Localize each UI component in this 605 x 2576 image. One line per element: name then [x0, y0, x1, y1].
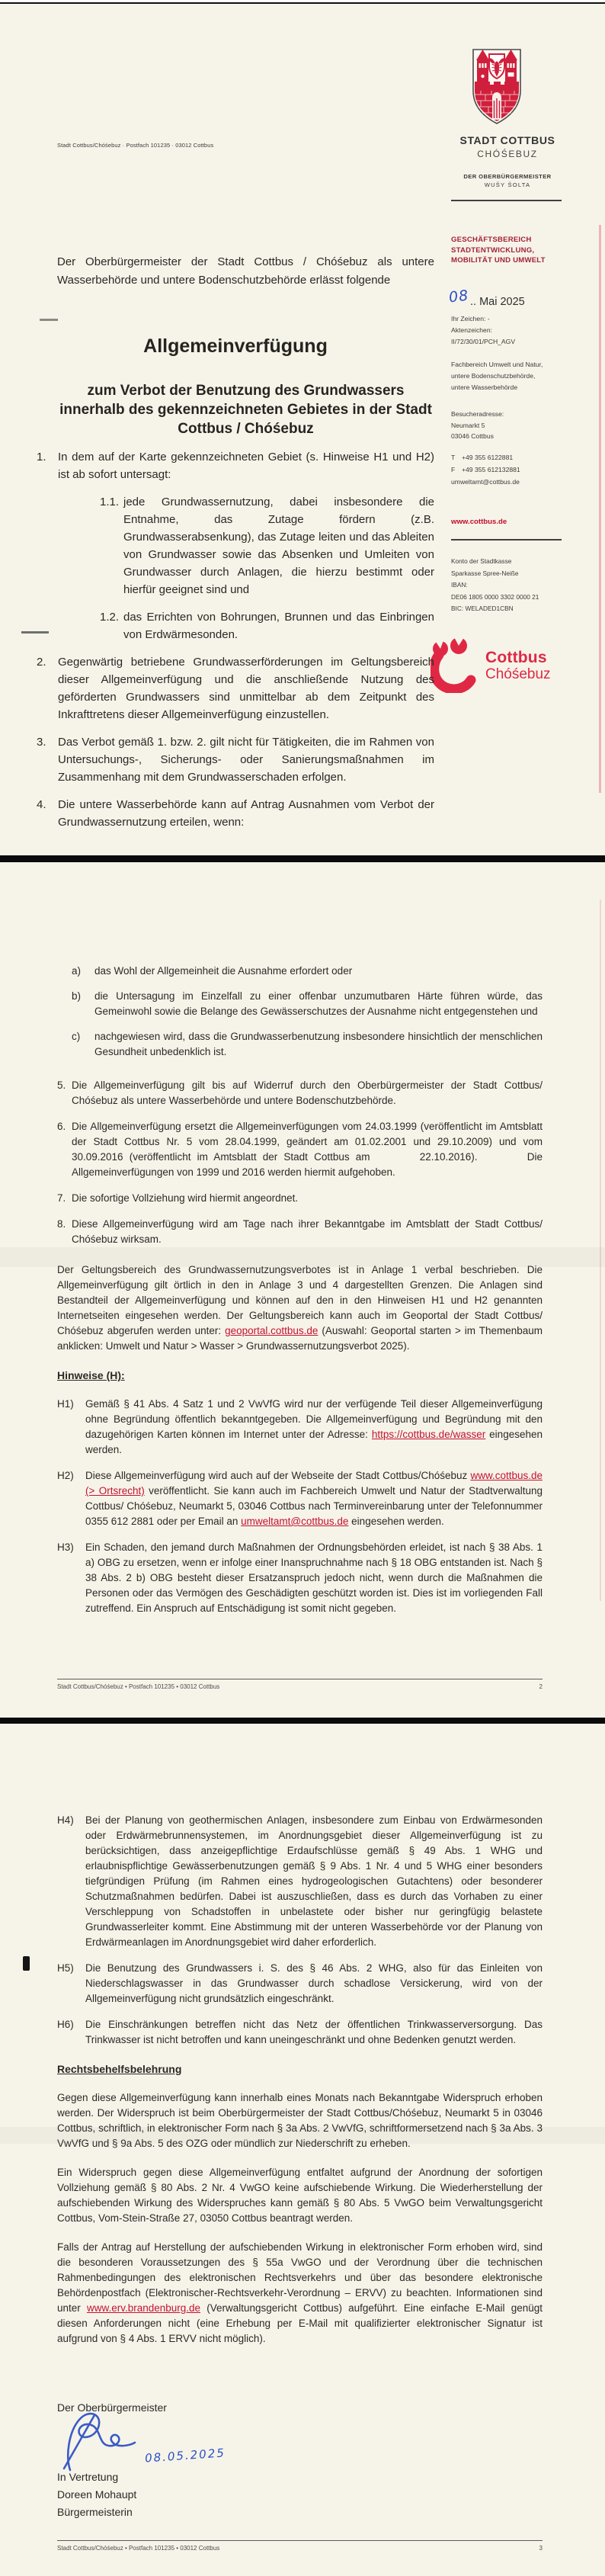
umweltamt-email-link[interactable]: umweltamt@cottbus.de	[241, 1516, 349, 1527]
list-item-text: nachgewiesen wird, dass die Grundwasserbenutzung insbesondere hinsichtlich der menschlichen Gesundheit unbedenklich ist.	[94, 1031, 543, 1057]
list-item-number: 1.1.	[100, 496, 120, 508]
list-item-text: jede Grundwassernutzung, dabei insbesondere die Entnahme, das Zutage fördern (z.B. Grundwasserabsenkung), das Zutage leiten und das Ableiten von Grundwasser sowie das Absenken und Umleiten von Grundwasser durch Anlagen, die hierzu bestimmt oder hierfür geeignet sind und	[123, 496, 434, 596]
list-item-number: 3.	[37, 736, 46, 749]
bank-line: Sparkasse Spree-Neiße	[451, 569, 519, 577]
note-h4	[57, 1813, 543, 1950]
page-1-ordered-list	[37, 448, 434, 841]
note-number: H4)	[57, 1814, 74, 1826]
sidebar-divider-bottom	[451, 539, 562, 541]
page-number: 2	[539, 1683, 543, 1690]
list-item-number: 7.	[57, 1192, 66, 1204]
cottbus-coat-of-arms-icon	[470, 47, 523, 130]
note-h2	[57, 1468, 543, 1529]
condition-item-c	[72, 1029, 543, 1060]
scope-paragraph	[57, 1262, 543, 1354]
list-item-number: 1.2.	[100, 611, 120, 624]
condition-item-a	[72, 964, 543, 979]
list-item-5	[57, 1078, 543, 1108]
signature-title: Bürgermeisterin	[57, 2506, 133, 2518]
page-2-footer	[57, 1679, 543, 1690]
list-item-text: Die untere Wasserbehörde kann auf Antrag Ausnahmen vom Verbot der Grundwassernutzung erteilen, wenn:	[58, 798, 434, 829]
logo-text-cottbus: Cottbus	[485, 649, 547, 666]
note-number: H3)	[57, 1541, 74, 1553]
brand-city-name-sorbian: CHÓŚEBUZ	[477, 149, 538, 159]
sender-address-line: Stadt Cottbus/Chóśebuz · Postfach 101235 · 03012 Cottbus	[57, 142, 214, 149]
list-item-text: Die Allgemeinverfügung gilt bis auf Widerruf durch den Oberbürgermeister der Stadt Cottbus/ Chóśebuz als untere Wasserbehörde und untere Bodenschutzbehörde.	[72, 1079, 543, 1106]
list-item-letter: a)	[72, 965, 82, 977]
department-line: MOBILITÄT UND UMWELT	[451, 256, 546, 265]
office-block	[451, 359, 584, 393]
geoportal-link[interactable]: geoportal.cottbus.de	[225, 1325, 319, 1336]
hinweise-heading: Hinweise (H):	[57, 1369, 125, 1381]
note-text: Die Einschränkungen betreffen nicht das Netz der öffentlichen Trinkwasserversorgung. Das Trinkwasser ist nicht betroffen und kann uneingeschränkt und ohne Bedenken genutzt werden.	[85, 2019, 543, 2045]
list-item-3	[37, 733, 434, 786]
scope-text: Der Geltungsbereich des Grundwassernutzungsverbotes ist in Anlage 1 verbal beschrieben. Die Allgemeinverfügung gilt örtlich in den in Anlage 3 und 4 dargestellten Grenzen. Die Anlagen sind Bestandteil der Allgemeinverfügung und können auf den in den Hinweisen H1 und H2 genannten Internetseiten eingesehen werden. Der Geltungsbereich kann auch im Geoportal der Stadt Cottbus/ Chóśebuz abgerufen werden unter:	[57, 1264, 543, 1336]
brand-role-sorbian: WUŠY ŠOLTA	[484, 181, 531, 188]
phone-row	[451, 451, 584, 464]
bank-details-block	[451, 556, 584, 615]
note-text	[85, 1468, 543, 1529]
page-3-content	[57, 1813, 543, 2360]
signature-in-vertretung: In Vertretung	[57, 2471, 119, 2483]
list-item-2	[37, 653, 434, 723]
list-item-text: Diese Allgemeinverfügung wird am Tage nach ihrer Bekanntgabe im Amtsblatt der Stadt Cottbus/ Chóśebuz wirksam.	[72, 1218, 543, 1245]
note-text-part: veröffentlicht. Sie kann auch im Fachbereich Umwelt und Natur der Stadtverwaltung Cottbus/ Chóśebuz, Neumarkt 5, 03046 Cottbus nach Terminvereinbarung unter der Telefonnummer 0355 612 2881 oder per Email an	[85, 1485, 543, 1527]
appeal-paragraph-3	[57, 2240, 543, 2347]
list-item-8	[57, 1217, 543, 1247]
footer-address: Stadt Cottbus/Chóśebuz • Postfach 101235 • 03012 Cottbus	[57, 2545, 220, 2552]
fax-row	[451, 464, 584, 476]
scan-artifact-blot	[23, 1956, 30, 1971]
note-number: H6)	[57, 2019, 74, 2030]
erv-brandenburg-link[interactable]: www.erv.brandenburg.de	[86, 2302, 201, 2314]
cottbus-logo-wordmark	[485, 650, 551, 682]
note-text: Ein Schaden, den jemand durch Maßnahmen der Ordnungsbehörden erleidet, ist nach § 38 Abs. 1 a) OBG zu ersetzen, wenn er infolge einer Inanspruchnahme nach § 18 OBG entstanden ist. Nach § 38 Abs. 2 b) OBG besteht dieser Ersatzanspruch jedoch nicht, wenn durch die Maßnahmen die Personen oder das Vermögen des Geschädigten geschützt worden ist. Dies ist im vorliegenden Fall zutreffend. Ein Anspruch auf Entschädigung ist somit nicht gegeben.	[85, 1541, 543, 1614]
visitor-address-label: Besucheradresse:	[451, 410, 504, 418]
phone-number: +49 355 6122881	[462, 454, 514, 461]
cottbus-logo-claw-icon	[431, 638, 479, 697]
note-text-part: Gemäß § 41 Abs. 4 Satz 1 und 2 VwVfG wird nur der verfügende Teil dieser Allgemeinverfügung ohne Begründung öffentlich bekanntgegeben. Die Allgemeinverfügung und Begründung mit den dazugehörigen Karten können im Internet unter der Adresse:	[85, 1398, 543, 1440]
note-text-part: Diese Allgemeinverfügung wird auch auf der Webseite der Stadt Cottbus/Chóśebuz	[85, 1470, 471, 1481]
list-item-number: 6.	[57, 1121, 66, 1132]
department-block	[451, 235, 584, 266]
printed-date: .. Mai 2025	[470, 296, 525, 308]
bank-line: BIC: WELADED1CBN	[451, 605, 514, 612]
scan-shading-band	[0, 1247, 605, 1267]
note-text	[85, 1397, 543, 1458]
scan-artifact-pink-line	[599, 225, 601, 793]
note-text: Bei der Planung von geothermischen Anlagen, insbesondere zum Einbau von Erdwärmesonden oder Erdwärmebrunnensystemen, im Anordnungsgebiet dieser Allgemeinverfügung ist zu berücksichtigen, dass anzeigepflichtige Erdaufschlüsse gemäß § 49 Abs. 1 WHG und erlaubnispflichtige Gewässerbenutzungen gemäß § 9 Abs. 1 Nr. 4 und 5 WHG einer besonders tiefgründigen Prüfung (im Rahmen eines hydrogeologischen Gutachtens) oder besonderer Schutzmaßnahmen bedürfen. Dabei ist auszuschließen, dass es durch das Vorhaben zu einer Verschleppung von Schadstoffen in unbelastete oder bisher nur geringfügig belastete Grundwasserleiter kommt. Eine Abstimmung mit der unteren Wasserbehörde vor der Planung von Erdwärmeanlagen im Anordnungsgebiet wird daher erforderlich.	[85, 1814, 543, 1948]
signature-role: Der Oberbürgermeister	[57, 2401, 167, 2414]
list-item-1-1	[100, 493, 434, 598]
office-line: Fachbereich Umwelt und Natur,	[451, 361, 543, 368]
office-line: untere Wasserbehörde	[451, 383, 518, 391]
visitor-address-line: 03046 Cottbus	[451, 432, 494, 440]
phone-label: T	[451, 454, 456, 461]
page-separator	[0, 1718, 605, 1724]
bank-line: Konto der Stadtkasse	[451, 557, 512, 565]
scan-shading-band	[0, 2127, 605, 2144]
your-reference: Ihr Zeichen: -	[451, 315, 490, 322]
page-3-footer	[57, 2540, 543, 2552]
note-h5	[57, 1961, 543, 2007]
note-h6	[57, 2017, 543, 2048]
page-2-content	[57, 964, 543, 1627]
list-item-1-2	[100, 608, 434, 643]
fold-mark	[40, 319, 58, 321]
contact-block	[451, 451, 584, 488]
website-url: www.cottbus.de	[451, 518, 507, 526]
list-item-text: Das Verbot gemäß 1. bzw. 2. gilt nicht für Tätigkeiten, die im Rahmen von Untersuchungs-, Sicherungs- oder Sanierungsmaßnahmen im Zusammenhang mit dem Grundwasserschaden erfolgen.	[58, 736, 434, 784]
department-line: GESCHÄFTSBEREICH	[451, 236, 532, 244]
bank-line: IBAN:	[451, 581, 468, 589]
brand-city-name: STADT COTTBUS	[459, 134, 555, 146]
list-item-number: 4.	[37, 798, 46, 811]
appeal-paragraph-2: Ein Widerspruch gegen diese Allgemeinverfügung entfaltet aufgrund der Anordnung der sofortigen Vollziehung gemäß § 80 Abs. 2 Nr. 4 VwGO keine aufschiebende Wirkung. Die Wiederherstellung der aufschiebenden Wirkung des Widerspruches kann gemäß § 80 Abs. 5 VwGO beim Verwaltungsgericht Cottbus, Vom-Stein-Straße 27, 03050 Cottbus beantragt werden.	[57, 2167, 543, 2224]
list-item-text: das Errichten von Bohrungen, Brunnen und das Einbringen von Erdwärmesonden.	[123, 611, 434, 641]
list-item-text: In dem auf der Karte gekennzeichneten Gebiet (s. Hinweise H1 und H2) ist ab sofort untersagt:	[58, 451, 434, 481]
list-item-text: Gegenwärtig betriebene Grundwasserförderungen im Geltungsbereich dieser Allgemeinverfügung und die anschließende Nutzung des geförderten Grundwassers sind unmittelbar ab dem Zeitpunkt des Inkrafttretens dieser Allgemeinverfügung einzustellen.	[58, 656, 434, 721]
visitor-address-block	[451, 409, 584, 442]
logo-text-chosebuz: Chóśebuz	[485, 666, 551, 682]
letterhead-brand	[438, 134, 577, 188]
note-text-part: eingesehen werden.	[348, 1516, 444, 1527]
list-item-text: Die sofortige Vollziehung wird hiermit angeordnet.	[72, 1192, 299, 1204]
office-line: untere Bodenschutzbehörde,	[451, 372, 536, 380]
fold-mark	[21, 631, 49, 634]
appeal-text-part: Falls der Antrag auf Herstellung der aufschiebenden Wirkung in elektronischer Form erhoben wird, sind die besonderen Voraussetzungen des § 55a VwGO und der Verordnung über die technischen Rahmenbedingungen des elektronischen Rechtsverkehrs und über das besondere elektronische Behördenpostfach (Elektronischer-Rechtsverkehr-Verordnung – ERVV) zu beachten. Informationen sind unter	[57, 2241, 543, 2314]
department-line: STADTENTWICKLUNG,	[451, 245, 535, 255]
reference-block	[451, 313, 584, 348]
scope-text: (Auswahl: Geoportal starten > im Themenbaum anklicken: Umwelt und Natur > Wasser > Grundwassernutzungsverbot 2025).	[57, 1325, 543, 1352]
scan-edge-line	[0, 2, 605, 4]
bank-line: DE06 1805 0000 3302 0000 21	[451, 592, 539, 601]
email-address: umweltamt@cottbus.de	[451, 478, 520, 486]
appeal-paragraph-1: Gegen diese Allgemeinverfügung kann innerhalb eines Monats nach Bekanntgabe Widerspruch erhoben werden. Der Widerspruch ist beim Oberbürgermeister der Stadt Cottbus/Chóśebuz, Neumarkt 5 in 03046 Cottbus, schriftlich, in elektronischer Form nach § 3a Abs. 2 VwVfG, schriftformersetzend nach § 3a Abs. 3 VwVfG und § 9a Abs. 5 des OZG oder mündlich zur Niederschrift zu erheben.	[57, 2092, 543, 2149]
list-item-number: 1.	[37, 451, 46, 464]
handwritten-date: 08	[447, 287, 470, 306]
document-subtitle: zum Verbot der Benutzung des Grundwassers innerhalb des gekennzeichneten Gebietes in der Stadt Cottbus / Chóśebuz	[59, 383, 432, 437]
document-title: Allgemeinverfügung	[143, 335, 328, 357]
file-reference-value: II/72/30/01/PCH_AGV	[451, 338, 516, 345]
condition-item-b	[72, 989, 543, 1019]
note-number: H2)	[57, 1470, 74, 1481]
handwritten-signature-date: 08.05.2025	[144, 2446, 226, 2465]
file-reference-label: Aktenzeichen:	[451, 326, 492, 334]
wasser-link[interactable]: https://cottbus.de/wasser	[371, 1429, 486, 1440]
signature-name: Doreen Mohaupt	[57, 2488, 137, 2501]
brand-role: DER OBERBÜRGERMEISTER	[463, 173, 552, 180]
ortsrecht-link[interactable]: www.cottbus.de (> Ortsrecht)	[85, 1470, 543, 1497]
list-item-4	[37, 796, 434, 831]
list-item-letter: c)	[72, 1031, 81, 1042]
list-item-1	[37, 448, 434, 483]
footer-address: Stadt Cottbus/Chóśebuz • Postfach 101235 • 03012 Cottbus	[57, 1683, 220, 1690]
list-item-number: 2.	[37, 656, 46, 669]
note-number: H5)	[57, 1962, 74, 1974]
list-item-number: 8.	[57, 1218, 66, 1230]
page-separator	[0, 855, 605, 862]
intro-paragraph: Der Oberbürgermeister der Stadt Cottbus / Chóśebuz als untere Wasserbehörde und untere Bodenschutzbehörde erlässt folgende	[57, 255, 434, 287]
list-item-text: die Untersagung im Einzelfall zu einer offenbar unzumutbaren Härte führen würde, das Gemeinwohl sowie die Belange des Gewässerschutzes der Ausnahme nicht entgegenstehen und	[94, 990, 543, 1017]
sidebar-divider-top	[451, 200, 562, 201]
note-number: H1)	[57, 1398, 74, 1410]
note-h1	[57, 1397, 543, 1458]
visitor-address-line: Neumarkt 5	[451, 421, 485, 429]
page-number: 3	[539, 2545, 543, 2552]
fax-number: +49 355 612132881	[462, 466, 520, 473]
rechtsbehelfsbelehrung-heading: Rechtsbehelfsbelehrung	[57, 2063, 182, 2075]
signature-stroke-icon	[61, 2411, 175, 2477]
list-item-7	[57, 1191, 543, 1206]
list-item-text: Die Allgemeinverfügung ersetzt die Allgemeinverfügungen vom 24.03.1999 (veröffentlicht im Amtsblatt der Stadt Cottbus Nr. 5 vom 28.04.1999, geändert am 01.02.2001 und 29.10.2009) und vom 30.09.2016 (veröffentlicht im Amtsblatt der Stadt Cottbus am 22.10.2016). Die Allgemeinverfügungen von 1999 und 2016 werden hiermit aufgehoben.	[72, 1121, 543, 1178]
note-text-part: eingesehen werden.	[85, 1429, 543, 1455]
note-text: Die Benutzung des Grundwassers i. S. des § 46 Abs. 2 WHG, also für das Einleiten von Niederschlagswasser in das Grundwasser durch schadlose Versickerung, wird von der Allgemeinverfügung nicht grundsätzlich eingeschränkt.	[85, 1962, 543, 2004]
fax-label: F	[451, 466, 456, 473]
list-item-letter: b)	[72, 990, 82, 1002]
list-item-number: 5.	[57, 1079, 66, 1091]
list-item-6	[57, 1119, 543, 1180]
list-item-text: das Wohl der Allgemeinheit die Ausnahme erfordert oder	[94, 965, 353, 977]
appeal-text-part: (Verwaltungsgericht Cottbus) aufgeführt. Eine einfache E-Mail genügt diesen Anforderungen nicht (eine Erhebung per E-Mail mit qualifizierter elektronischer Signatur ist aufgrund von § 4 Abs. 1 ERVV nicht möglich).	[57, 2302, 543, 2344]
note-h3	[57, 1540, 543, 1616]
